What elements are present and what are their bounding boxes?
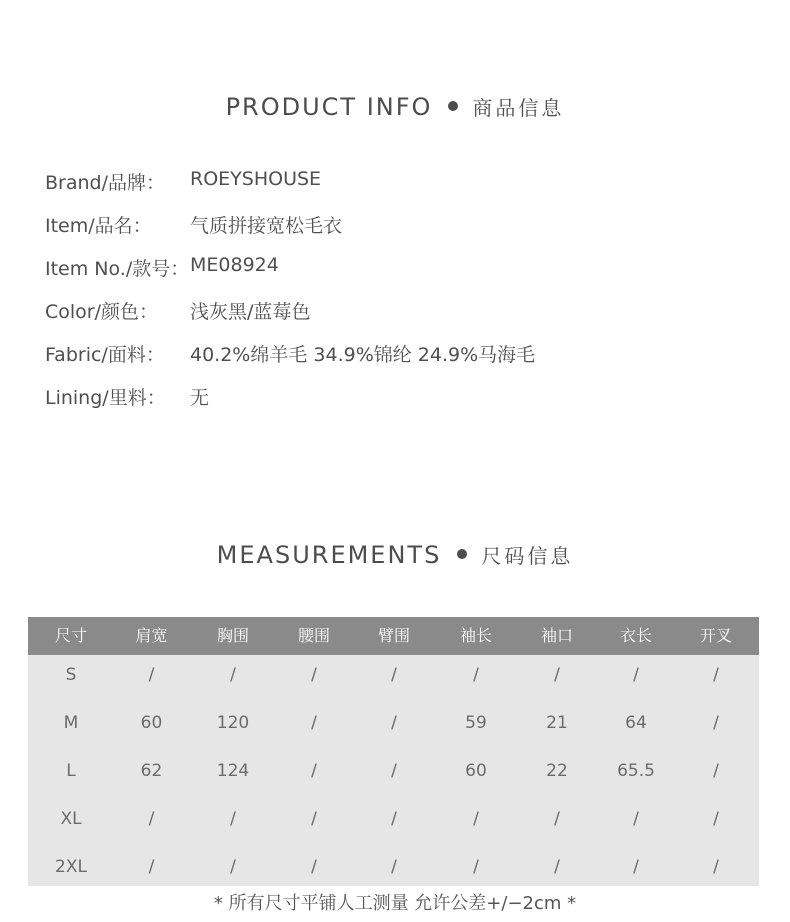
table-cell: /: [148, 809, 155, 829]
header-cell: 胸围: [216, 626, 249, 645]
measurements-title-en: MEASUREMENTS: [216, 541, 442, 569]
table-cell: 64: [625, 713, 647, 733]
info-value: ROEYSHOUSE: [190, 168, 322, 190]
table-cell: /: [148, 665, 155, 685]
table-cell: /: [473, 665, 479, 685]
info-value: 40.2%绵羊毛 34.9%锦纶 24.9%马海毛: [190, 344, 536, 366]
table-cell: /: [554, 665, 560, 685]
table-row: [28, 799, 759, 847]
table-cell: /: [311, 665, 317, 685]
measurement-note: * 所有尺寸平铺人工测量 允许公差+/−2cm *: [213, 893, 577, 914]
product-info-title-en: PRODUCT INFO: [225, 93, 433, 121]
info-value: 气质拼接宽松毛衣: [190, 215, 343, 237]
table-cell: 62: [140, 761, 163, 781]
info-label: Color/颜色：: [45, 301, 159, 323]
header-cell: 尺寸: [54, 626, 87, 645]
measurements-title-cn: 尺码信息: [481, 544, 574, 568]
table-cell: /: [391, 713, 397, 733]
table-cell: S: [65, 665, 77, 685]
measurements-title: [0, 540, 790, 569]
table-cell: 2XL: [55, 857, 87, 877]
table-cell: /: [311, 761, 317, 781]
product-info-title-cn: 商品信息: [472, 96, 565, 120]
info-label: Fabric/面料：: [45, 344, 165, 366]
table-cell: /: [148, 857, 155, 877]
table-row: [28, 703, 759, 751]
table-cell: 120: [216, 713, 250, 733]
table-cell: 22: [546, 761, 568, 781]
table-cell: /: [391, 665, 397, 685]
info-value: 浅灰黑/蓝莓色: [190, 301, 311, 323]
table-cell: /: [311, 809, 317, 829]
table-cell: /: [554, 857, 560, 877]
product-info-title: [0, 92, 790, 121]
info-label: Item/品名：: [45, 215, 152, 237]
table-cell: /: [311, 857, 317, 877]
table-cell: /: [391, 857, 397, 877]
info-label: Lining/里料：: [45, 387, 166, 409]
table-cell: 60: [140, 713, 163, 733]
table-cell: /: [633, 857, 639, 877]
header-cell: 衣长: [619, 626, 652, 645]
header-cell: 腰围: [297, 626, 330, 645]
table-cell: /: [473, 809, 479, 829]
table-cell: 21: [546, 713, 568, 733]
table-cell: 65.5: [617, 761, 655, 781]
table-cell: 59: [465, 713, 487, 733]
table-cell: /: [713, 665, 719, 685]
header-cell: 肩宽: [135, 626, 168, 645]
table-cell: /: [391, 761, 397, 781]
info-label: Brand/品牌：: [45, 172, 165, 194]
table-cell: M: [63, 713, 79, 733]
header-cell: 臂围: [377, 626, 410, 645]
info-value: 无: [190, 387, 210, 409]
table-cell: 60: [465, 761, 487, 781]
bullet-dot-icon: [448, 101, 458, 111]
header-cell: 开叉: [699, 626, 732, 645]
size-table-header: [28, 617, 759, 655]
info-label: Item No./款号：: [45, 258, 190, 280]
table-cell: /: [713, 761, 719, 781]
table-cell: /: [633, 809, 639, 829]
table-cell: /: [713, 857, 719, 877]
table-cell: L: [66, 761, 76, 781]
table-row: [28, 847, 759, 895]
table-cell: /: [554, 809, 560, 829]
table-row: [28, 655, 759, 703]
bullet-dot-icon: [457, 549, 467, 559]
size-table: [28, 617, 759, 886]
table-cell: /: [230, 665, 236, 685]
table-cell: /: [713, 809, 719, 829]
table-cell: /: [391, 809, 397, 829]
table-cell: /: [713, 713, 719, 733]
header-cell: 袖长: [459, 626, 492, 645]
table-cell: XL: [60, 809, 82, 829]
header-cell: 袖口: [540, 626, 573, 645]
table-cell: /: [473, 857, 479, 877]
table-cell: /: [230, 857, 236, 877]
table-cell: /: [311, 713, 317, 733]
table-cell: /: [230, 809, 236, 829]
info-value: ME08924: [190, 254, 279, 276]
table-cell: 124: [216, 761, 250, 781]
table-cell: /: [633, 665, 639, 685]
table-row: [28, 751, 759, 799]
